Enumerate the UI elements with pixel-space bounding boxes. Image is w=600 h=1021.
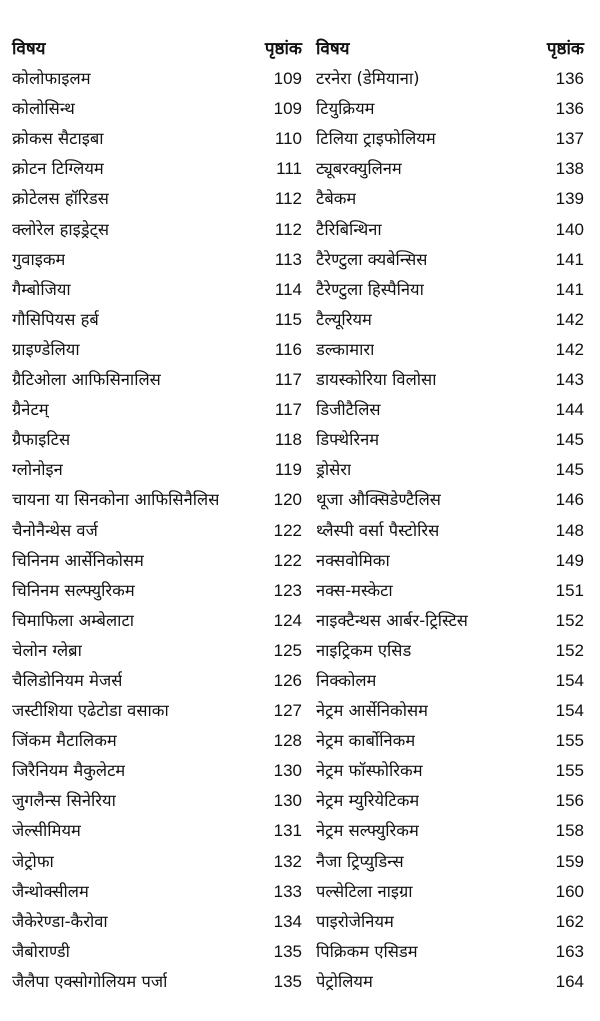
entry-name: नाइक्टैन्थस आर्बर-ट्रिस्टिस: [316, 610, 468, 630]
index-entry: [316, 576, 584, 606]
entry-name: चायना या सिनकोना आफिसिनैलिस: [12, 490, 220, 510]
index-entry: [12, 786, 302, 816]
index-entry: [12, 877, 302, 907]
index-entry: [12, 666, 302, 696]
index-entry: [316, 546, 584, 576]
index-entry: [316, 877, 584, 907]
entry-page-number: 126: [273, 670, 302, 690]
right-column-header: [316, 34, 584, 64]
entry-name: ग्रैफाइटिस: [12, 430, 71, 450]
entry-page-number: 114: [274, 279, 302, 299]
index-entry: [316, 365, 584, 395]
entry-name: गैम्बोजिया: [12, 279, 71, 299]
index-entry: [316, 395, 584, 425]
entry-name: ग्रैटिओला आफिसिनालिस: [12, 370, 161, 390]
entry-name: पाइरोजेनियम: [316, 911, 394, 931]
entry-page-number: 130: [273, 761, 302, 781]
entry-page-number: 136: [555, 69, 584, 89]
index-entry: [316, 937, 584, 967]
entry-page-number: 155: [555, 761, 584, 781]
index-entry: [316, 154, 584, 184]
index-entry: [316, 124, 584, 154]
entry-page-number: 109: [273, 69, 302, 89]
entry-page-number: 117: [274, 370, 302, 390]
entry-name: नेट्रम आर्सेनिकोसम: [316, 701, 428, 721]
entry-page-number: 158: [555, 821, 584, 841]
entry-name: टियुक्रियम: [316, 99, 375, 119]
entry-page-number: 115: [274, 309, 302, 329]
entry-page-number: 139: [555, 189, 584, 209]
entry-page-number: 132: [273, 851, 302, 871]
entry-name: क्रोटन टिग्लियम: [12, 159, 104, 179]
entry-name: जैलैपा एक्सोगोलियम पर्जा: [12, 971, 168, 991]
entry-page-number: 109: [273, 99, 302, 119]
entry-page-number: 119: [274, 460, 302, 480]
entry-name: ग्राइण्डेलिया: [12, 339, 80, 359]
entry-page-number: 142: [555, 309, 584, 329]
entry-name: निक्कोलम: [316, 670, 377, 690]
index-entry: [316, 245, 584, 275]
entry-page-number: 123: [273, 580, 302, 600]
entry-page-number: 135: [273, 941, 302, 961]
entry-name: जिंकम मैटालिकम: [12, 731, 117, 751]
entry-name: चिमाफिला अम्बेलाटा: [12, 610, 135, 630]
entry-name: ग्लोनोइन: [12, 460, 63, 480]
index-entry: [12, 516, 302, 546]
index-entry: [316, 94, 584, 124]
entry-name: टैरेण्टुला हिस्पैनिया: [316, 279, 424, 299]
entry-page-number: 143: [555, 370, 584, 390]
entry-name: जिरैनियम मैकुलेटम: [12, 761, 126, 781]
entry-name: डिजीटैलिस: [316, 400, 381, 420]
left-column-header: [12, 34, 302, 64]
index-entry: [12, 395, 302, 425]
index-entry: [316, 305, 584, 335]
index-entry: [316, 756, 584, 786]
entry-name: टैबेकम: [316, 189, 357, 209]
entry-name: चिनिनम आर्सेनिकोसम: [12, 550, 144, 570]
entry-page-number: 141: [555, 249, 584, 269]
entry-name: गौसिपियस हर्ब: [12, 309, 99, 329]
index-entry: [316, 726, 584, 756]
entry-name: कोलोसिन्थ: [12, 99, 75, 119]
entry-page-number: 145: [555, 460, 584, 480]
right-column: [306, 34, 584, 997]
entry-page-number: 124: [273, 610, 302, 630]
entry-page-number: 163: [555, 941, 584, 961]
entry-page-number: 112: [274, 189, 302, 209]
entry-name: चेलोन ग्लेब्रा: [12, 640, 82, 660]
entry-page-number: 164: [555, 971, 584, 991]
entry-name: नाइट्रिकम एसिड: [316, 640, 412, 660]
entry-page-number: 117: [274, 400, 302, 420]
index-entry: [316, 215, 584, 245]
entry-page-number: 133: [273, 881, 302, 901]
entry-page-number: 159: [555, 851, 584, 871]
index-entry: [12, 606, 302, 636]
index-entry: [12, 305, 302, 335]
index-entry: [12, 967, 302, 997]
index-entry: [12, 124, 302, 154]
index-entry: [316, 636, 584, 666]
entry-page-number: 145: [555, 430, 584, 450]
entry-name: नेट्रम सल्फ्युरिकम: [316, 821, 419, 841]
entry-name: टैल्यूरियम: [316, 309, 372, 329]
left-entry-list: [12, 64, 302, 997]
index-entry: [12, 94, 302, 124]
index-entry: [316, 516, 584, 546]
entry-name: थ्लैस्पी वर्सा पैस्टोरिस: [316, 520, 440, 540]
entry-page-number: 138: [555, 159, 584, 179]
entry-page-number: 120: [273, 490, 302, 510]
entry-page-number: 122: [273, 520, 302, 540]
page-heading: पृष्ठांक: [546, 39, 584, 59]
entry-name: जेल्सीमियम: [12, 821, 81, 841]
entry-page-number: 118: [274, 430, 302, 450]
page-heading: पृष्ठांक: [264, 39, 302, 59]
index-entry: [12, 546, 302, 576]
left-column: [12, 34, 306, 997]
entry-page-number: 152: [555, 640, 584, 660]
index-entry: [316, 816, 584, 846]
index-entry: [316, 455, 584, 485]
entry-name: चिनिनम सल्फ्युरिकम: [12, 580, 135, 600]
entry-page-number: 141: [555, 279, 584, 299]
entry-name: नेट्रम फॉस्फोरिकम: [316, 761, 423, 781]
entry-page-number: 122: [273, 550, 302, 570]
entry-name: नक्स-मस्केटा: [316, 580, 393, 600]
index-entry: [12, 485, 302, 515]
index-entry: [12, 756, 302, 786]
index-entry: [12, 576, 302, 606]
index-entry: [12, 184, 302, 214]
entry-name: डायस्कोरिया विलोसा: [316, 370, 437, 390]
index-entry: [316, 786, 584, 816]
entry-name: जेट्रोफा: [12, 851, 54, 871]
subject-heading: विषय: [12, 39, 46, 59]
entry-page-number: 111: [276, 159, 302, 179]
index-entry: [316, 275, 584, 305]
entry-name: ड्रोसेरा: [316, 460, 352, 480]
entry-page-number: 155: [555, 731, 584, 751]
entry-name: जैकेरेण्डा-कैरोवा: [12, 911, 108, 931]
index-entry: [316, 666, 584, 696]
entry-name: कोलोफाइलम: [12, 69, 91, 89]
entry-page-number: 125: [273, 640, 302, 660]
index-entry: [12, 937, 302, 967]
entry-name: गुवाइकम: [12, 249, 66, 269]
entry-page-number: 140: [555, 219, 584, 239]
entry-name: क्रोकस सैटाइबा: [12, 129, 104, 149]
index-entry: [12, 847, 302, 877]
entry-name: टरनेरा (डेमियाना): [316, 69, 420, 89]
index-entry: [12, 335, 302, 365]
entry-page-number: 110: [274, 129, 302, 149]
entry-page-number: 128: [273, 731, 302, 751]
index-entry: [316, 335, 584, 365]
entry-page-number: 151: [555, 580, 584, 600]
index-entry: [12, 365, 302, 395]
entry-name: टैरेण्टुला क्यबेन्सिस: [316, 249, 428, 269]
entry-name: टैरिबिन्थिना: [316, 219, 382, 239]
entry-page-number: 134: [273, 911, 302, 931]
entry-name: पल्सेटिला नाइग्रा: [316, 881, 413, 901]
entry-page-number: 154: [555, 670, 584, 690]
entry-page-number: 154: [555, 701, 584, 721]
entry-page-number: 136: [555, 99, 584, 119]
entry-name: पेट्रोलियम: [316, 971, 373, 991]
index-entry: [12, 726, 302, 756]
entry-name: जैबोराण्डी: [12, 941, 70, 961]
index-entry: [12, 275, 302, 305]
index-entry: [12, 816, 302, 846]
index-entry: [12, 907, 302, 937]
index-entry: [316, 64, 584, 94]
entry-page-number: 113: [274, 249, 302, 269]
entry-name: जस्टीशिया एढेटोडा वसाका: [12, 701, 169, 721]
index-entry: [12, 696, 302, 726]
entry-page-number: 160: [555, 881, 584, 901]
entry-page-number: 137: [555, 129, 584, 149]
entry-name: टिलिया ट्राइफोलियम: [316, 129, 436, 149]
entry-name: ग्रैनेटम्: [12, 400, 49, 420]
entry-name: चैनोनैन्थेस वर्ज: [12, 520, 98, 540]
entry-name: क्रोटेलस हॉरिडस: [12, 189, 109, 209]
entry-page-number: 116: [274, 339, 302, 359]
entry-page-number: 152: [555, 610, 584, 630]
entry-name: डिफ्थेरिनम: [316, 430, 380, 450]
entry-page-number: 156: [555, 791, 584, 811]
subject-heading: विषय: [316, 39, 350, 59]
entry-page-number: 162: [555, 911, 584, 931]
entry-page-number: 144: [555, 400, 584, 420]
index-entry: [316, 184, 584, 214]
index-entry: [12, 154, 302, 184]
index-entry: [316, 907, 584, 937]
entry-name: नेट्रम कार्बोनिकम: [316, 731, 416, 751]
index-entry: [316, 425, 584, 455]
entry-name: नैजा ट्रिप्युडिन्स: [316, 851, 404, 871]
index-entry: [12, 455, 302, 485]
entry-name: चैलिडोनियम मेजर्स: [12, 670, 123, 690]
index-entry: [12, 425, 302, 455]
index-entry: [12, 215, 302, 245]
entry-name: थूजा औक्सिडेण्टैलिस: [316, 490, 441, 510]
entry-name: क्लोरेल हाइड्रेट्स: [12, 219, 110, 239]
entry-name: नक्सवोमिका: [316, 550, 390, 570]
entry-page-number: 130: [273, 791, 302, 811]
index-entry: [316, 696, 584, 726]
index-entry: [316, 967, 584, 997]
entry-page-number: 146: [555, 490, 584, 510]
index-columns: [12, 34, 584, 997]
right-entry-list: [316, 64, 584, 997]
index-entry: [316, 847, 584, 877]
index-entry: [12, 636, 302, 666]
entry-page-number: 149: [555, 550, 584, 570]
entry-page-number: 135: [273, 971, 302, 991]
entry-page-number: 127: [273, 701, 302, 721]
entry-name: नेट्रम म्युरियेटिकम: [316, 791, 420, 811]
index-entry: [316, 485, 584, 515]
entry-page-number: 148: [555, 520, 584, 540]
entry-name: डल्कामारा: [316, 339, 375, 359]
entry-name: जैन्थोक्सीलम: [12, 881, 89, 901]
entry-page-number: 112: [274, 219, 302, 239]
index-entry: [12, 64, 302, 94]
index-entry: [316, 606, 584, 636]
entry-page-number: 142: [555, 339, 584, 359]
entry-name: पिक्रिकम एसिडम: [316, 941, 418, 961]
entry-page-number: 131: [273, 821, 302, 841]
entry-name: जुगलैन्स सिनेरिया: [12, 791, 116, 811]
index-entry: [12, 245, 302, 275]
entry-name: ट्यूबरक्युलिनम: [316, 159, 402, 179]
